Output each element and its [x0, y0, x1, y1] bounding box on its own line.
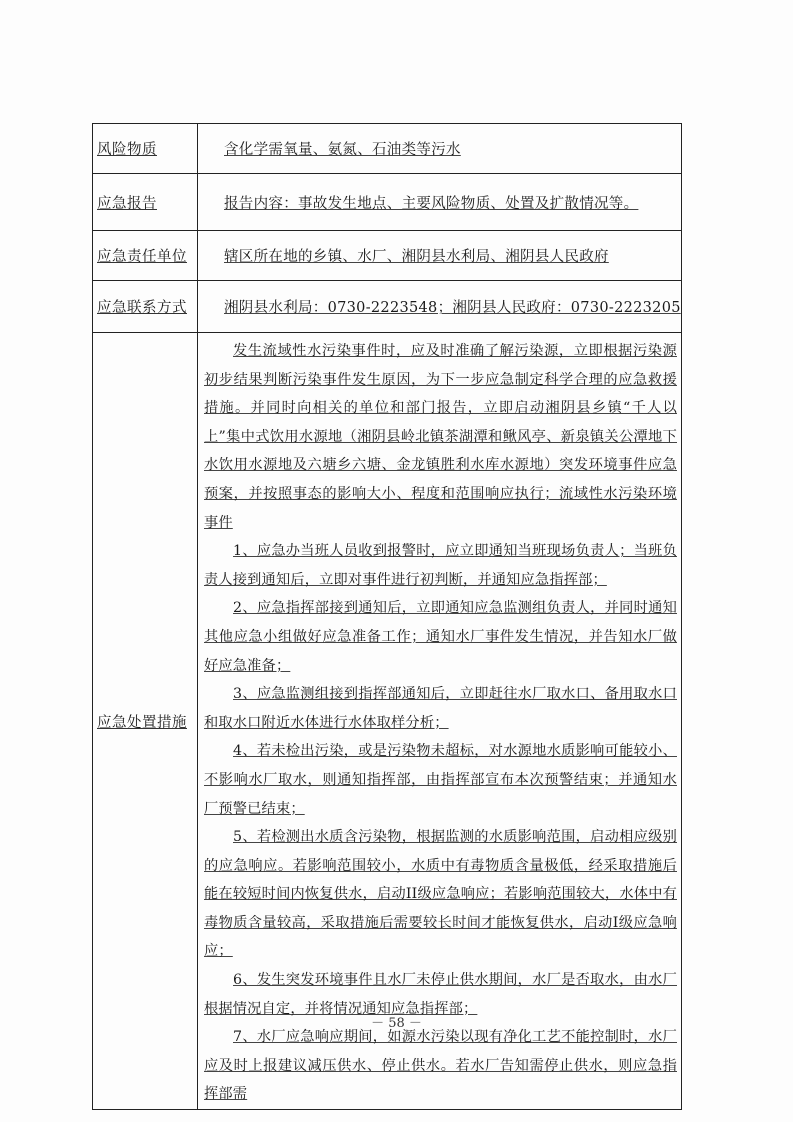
measure-paragraph: 发生流域性水污染事件时，应及时准确了解污染源，立即根据污染源初步结果判断污染事件发生原因，为下一步应急制定科学合理的应急救援措施。并同时向相关的单位和部门报告，立即启动湘阴县乡镇“千人以上”集中式饮用水源地（湘阴县岭北镇茶湖潭和鳅风亭、新泉镇关公潭地下水饮用水源地及六塘乡六塘、金龙镇胜利水库水源地）突发环境事件应急预案，并按照事态的影响大小、程度和范围响应执行；流域性水污染环境事件 [204, 343, 677, 531]
measure-paragraph: 2、应急指挥部接到通知后，立即通知应急监测组负责人，并同时通知其他应急小组做好应急准备工作；通知水厂事件发生情况，并告知水厂做好应急准备； [204, 600, 677, 674]
table-row [93, 333, 682, 1110]
table-row [93, 231, 682, 281]
table-row [93, 281, 682, 333]
measure-paragraph: 4、若未检出污染，或是污染物未超标，对水源地水质影响可能较小、不影响水厂取水，则通知指挥部，由指挥部宣布本次预警结束；并通知水厂预警已结束； [204, 743, 677, 817]
row-value: 报告内容：事故发生地点、主要风险物质、处置及扩散情况等。 [198, 174, 682, 231]
measure-paragraph: 7、水厂应急响应期间，如源水污染以现有净化工艺不能控制时，水厂应及时上报建议减压供水、停止供水。若水厂告知需停止供水，则应急指挥部需 [204, 1029, 677, 1103]
row-label: 应急处置措施 [93, 333, 198, 1110]
row-value: 湘阴县水利局：0730-2223548；湘阴县人民政府：0730-2223205 [198, 281, 682, 333]
measure-paragraph: 5、若检测出水质含污染物，根据监测的水质影响范围，启动相应级别的应急响应。若影响范围较小，水质中有毒物质含量极低，经采取措施后能在较短时间内恢复供水，启动II级应急响应；若影响范围较大，水体中有毒物质含量较高，采取措施后需要较长时间才能恢复供水，启动I级应急响应； [204, 829, 677, 960]
measures-cell [198, 333, 682, 1110]
table-row [93, 174, 682, 231]
row-value: 含化学需氧量、氨氮、石油类等污水 [198, 124, 682, 174]
row-label: 风险物质 [93, 124, 198, 174]
page-number: － 58 － [371, 1016, 422, 1031]
table-row [93, 124, 682, 174]
row-label: 应急联系方式 [93, 281, 198, 333]
row-label: 应急报告 [93, 174, 198, 231]
measure-paragraph: 3、应急监测组接到指挥部通知后，立即赶往水厂取水口、备用取水口和取水口附近水体进行水体取样分析； [204, 686, 677, 731]
measure-paragraph: 6、发生突发环境事件且水厂未停止供水期间，水厂是否取水，由水厂根据情况自定，并将情况通知应急指挥部； [204, 972, 677, 1017]
row-label: 应急责任单位 [93, 231, 198, 281]
emergency-info-table [92, 123, 682, 1110]
measure-paragraph: 1、应急办当班人员收到报警时，应立即通知当班现场负责人；当班负责人接到通知后，立即对事件进行初判断，并通知应急指挥部； [204, 543, 677, 588]
row-value: 辖区所在地的乡镇、水厂、湘阴县水利局、湘阴县人民政府 [198, 231, 682, 281]
